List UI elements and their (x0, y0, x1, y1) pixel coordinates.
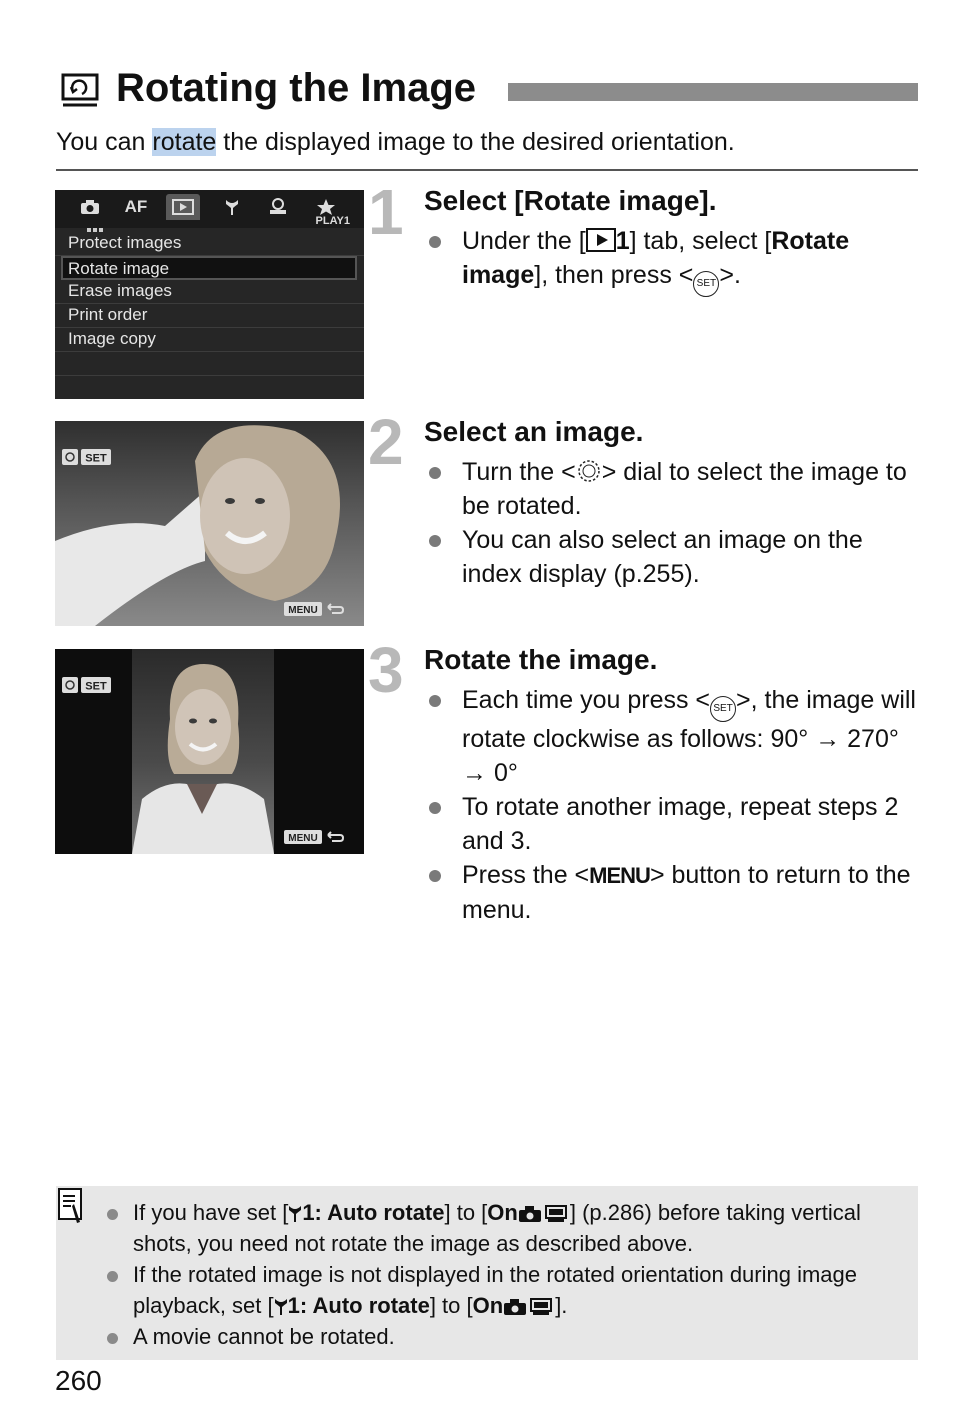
note-item: A movie cannot be rotated. (133, 1321, 903, 1352)
bullet-item: Under the [ 1] tab, select [Rotate image], then press < SET >. (462, 224, 918, 297)
rotate-image-icon (60, 72, 100, 108)
section-header (56, 62, 918, 116)
menu-item-empty (55, 352, 364, 376)
camera-icon (518, 1205, 544, 1223)
step-2-bullets (462, 455, 918, 591)
bullet-item: You can also select an image on the index display (p.255). (462, 523, 918, 591)
step-number-1: 1 (368, 176, 404, 248)
rotate-set-badge (62, 449, 112, 465)
svg-text:SET: SET (85, 680, 107, 693)
step-1-bullets (462, 224, 918, 297)
highlighted-word: rotate (152, 128, 217, 156)
bullet-item: Each time you press < SET >, the image will rotate clockwise as follows: 90° → 270° → 0° (462, 683, 918, 790)
tab-shooting (73, 194, 107, 220)
tab-custom (261, 194, 295, 220)
menu-item-protect-images[interactable]: Protect images (55, 232, 364, 256)
camera-icon (503, 1298, 529, 1316)
menu-item-rotate-image[interactable]: Rotate image (61, 256, 357, 280)
rotated-photo-screenshot (55, 421, 364, 626)
svg-text:MENU: MENU (288, 833, 318, 844)
main-dial-icon (576, 458, 602, 484)
step-title-3: Rotate the image. (424, 644, 658, 675)
page-dots (87, 219, 105, 223)
menu-item-image-copy[interactable]: Image copy (55, 328, 364, 352)
svg-text:MENU: MENU (288, 605, 318, 616)
menu-page-label: PLAY1 (315, 215, 350, 227)
note-box (56, 1186, 918, 1360)
note-item: If the rotated image is not displayed in the rotated orientation during image playback, set [ 1: Auto rotate] to [On ]. (133, 1259, 903, 1321)
menu-return-badge (284, 829, 344, 845)
tab-playback (166, 194, 200, 220)
portrait-photo (132, 649, 274, 854)
step-title-2: Select an image. (424, 416, 644, 447)
note-icon (58, 1188, 84, 1224)
set-button-icon: SET (693, 271, 719, 297)
step-number-2: 2 (368, 406, 404, 478)
step-title-1: Select [Rotate image]. (424, 185, 717, 216)
bullet-item: Press the <MENU> button to return to the menu. (462, 858, 918, 927)
bullet-item: To rotate another image, repeat steps 2 and 3. (462, 790, 918, 858)
title-decoration-bar (508, 83, 918, 101)
camera-menu-screenshot (55, 190, 364, 399)
menu-item-print-order[interactable]: Print order (55, 304, 364, 328)
page-number: 260 (55, 1365, 102, 1396)
svg-text:SET: SET (85, 452, 107, 465)
rotate-set-badge (62, 677, 112, 693)
computer-icon (529, 1298, 555, 1316)
note-list (133, 1197, 903, 1352)
page-title: Rotating the Image (116, 66, 477, 110)
menu-return-badge (284, 601, 344, 617)
menu-button-label: MENU (589, 863, 650, 888)
note-item: If you have set [ 1: Auto rotate] to [On ] (p.286) before taking vertical shots, you need not rotate the image as described above. (133, 1197, 903, 1259)
setup-tab-icon (274, 1298, 288, 1316)
menu-tabs (55, 190, 364, 228)
setup-tab-icon (288, 1205, 302, 1223)
bullet-item: Turn the < > dial to select the image to be rotated. (462, 455, 918, 523)
computer-icon (544, 1205, 570, 1223)
intro-text: You can rotate the displayed image to the desired orientation. (56, 128, 735, 156)
playback-tab-icon (586, 228, 616, 252)
tab-af: AF (124, 197, 148, 216)
upright-photo-screenshot (55, 649, 364, 854)
divider (56, 169, 918, 171)
menu-item-erase-images[interactable]: Erase images (55, 280, 364, 304)
step-number-3: 3 (368, 634, 404, 706)
tab-setup (215, 194, 249, 220)
step-3-bullets (462, 683, 918, 927)
set-button-icon: SET (710, 696, 736, 722)
